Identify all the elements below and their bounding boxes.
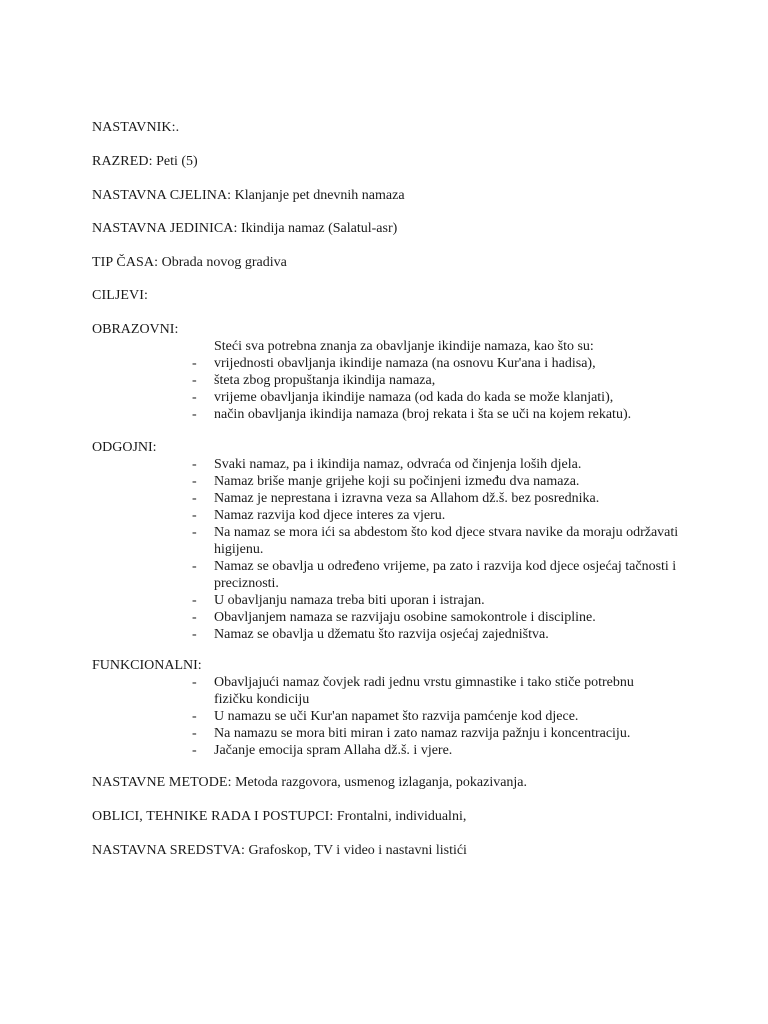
field-value: Frontalni, individualni, bbox=[336, 809, 467, 824]
list-item: Obavljajući namaz čovjek radi jednu vrstu gimnastike i tako stiče potrebnu fizičku kondiciju bbox=[214, 675, 634, 707]
list-item: Svaki namaz, pa i ikindija namaz, odvraća od činjenja loših djela. bbox=[214, 457, 582, 472]
list-dash: - bbox=[192, 525, 197, 540]
list-item: U namazu se uči Kur'an napamet što razvija pamćenje kod djece. bbox=[214, 709, 579, 724]
list-dash: - bbox=[192, 675, 197, 690]
list-dash: - bbox=[192, 356, 197, 371]
field-ciljevi bbox=[92, 287, 148, 304]
field-nastavna-jedinica bbox=[92, 220, 397, 237]
field-nastavnik bbox=[92, 119, 179, 136]
field-value: Grafoskop, TV i video i nastavni listići bbox=[248, 843, 467, 858]
field-value: Ikindija namaz (Salatul-asr) bbox=[241, 221, 398, 236]
obrazovni-intro: Steći sva potrebna znanja za obavljanje ikindije namaza, kao što su: bbox=[214, 339, 594, 354]
field-label: TIP ČASA: bbox=[92, 255, 159, 270]
list-item: šteta zbog propuštanja ikindija namaza, bbox=[214, 373, 436, 388]
list-dash: - bbox=[192, 559, 197, 574]
field-label: OBLICI, TEHNIKE RADA I POSTUPCI: bbox=[92, 809, 334, 824]
field-nastavna-sredstva bbox=[92, 842, 467, 859]
field-nastavna-cjelina bbox=[92, 187, 405, 204]
field-value: . bbox=[175, 120, 180, 135]
field-label: CILJEVI: bbox=[92, 288, 149, 303]
list-dash: - bbox=[192, 709, 197, 724]
field-value: Obrada novog gradiva bbox=[161, 255, 287, 270]
list-item: Na namaz se mora ići sa abdestom što kod djece stvara navike da moraju održavati higijenu. bbox=[214, 525, 679, 557]
field-oblici-tehnike bbox=[92, 808, 466, 825]
field-value: Metoda razgovora, usmenog izlaganja, pokazivanja. bbox=[235, 775, 528, 790]
list-dash: - bbox=[192, 407, 197, 422]
list-item: Na namazu se mora biti miran i zato namaz razvija pažnju i koncentraciju. bbox=[214, 726, 631, 741]
field-label: RAZRED: bbox=[92, 154, 153, 169]
list-item: Namaz briše manje grijehe koji su počinjeni između dva namaza. bbox=[214, 474, 580, 489]
list-item: Obavljanjem namaza se razvijaju osobine samokontrole i discipline. bbox=[214, 610, 596, 625]
list-dash: - bbox=[192, 390, 197, 405]
field-nastavne-metode bbox=[92, 774, 527, 791]
list-item: U obavljanju namaza treba biti uporan i istrajan. bbox=[214, 593, 485, 608]
list-item: Namaz se obavlja u određeno vrijeme, pa zato i razvija kod djece osjećaj tačnosti i preciznosti. bbox=[214, 559, 677, 591]
field-label: NASTAVNA SREDSTVA: bbox=[92, 843, 246, 858]
list-item: Jačanje emocija spram Allaha dž.š. i vjere. bbox=[214, 743, 453, 758]
field-value: Klanjanje pet dnevnih namaza bbox=[234, 188, 405, 203]
field-label: NASTAVNIK: bbox=[92, 120, 176, 135]
field-razred bbox=[92, 153, 198, 170]
list-dash: - bbox=[192, 508, 197, 523]
section-heading-odgojni: ODGOJNI: bbox=[92, 440, 157, 455]
list-dash: - bbox=[192, 610, 197, 625]
list-dash: - bbox=[192, 474, 197, 489]
list-dash: - bbox=[192, 726, 197, 741]
field-label: NASTAVNA CJELINA: bbox=[92, 188, 232, 203]
list-dash: - bbox=[192, 593, 197, 608]
list-dash: - bbox=[192, 627, 197, 642]
list-dash: - bbox=[192, 491, 197, 506]
field-label: NASTAVNA JEDINICA: bbox=[92, 221, 238, 236]
list-item: vrijeme obavljanja ikindije namaza (od kada do kada se može klanjati), bbox=[214, 390, 614, 405]
list-item: vrijednosti obavljanja ikindije namaza (na osnovu Kur'ana i hadisa), bbox=[214, 356, 596, 371]
list-dash: - bbox=[192, 373, 197, 388]
field-value: Peti (5) bbox=[156, 154, 198, 169]
list-dash: - bbox=[192, 457, 197, 472]
section-heading-obrazovni: OBRAZOVNI: bbox=[92, 322, 179, 337]
field-label: NASTAVNE METODE: bbox=[92, 775, 232, 790]
section-heading-funkcionalni: FUNKCIONALNI: bbox=[92, 658, 202, 673]
list-dash: - bbox=[192, 743, 197, 758]
field-tip-casa bbox=[92, 254, 287, 271]
list-item: Namaz razvija kod djece interes za vjeru. bbox=[214, 508, 446, 523]
list-item: Namaz je neprestana i izravna veza sa Allahom dž.š. bez posrednika. bbox=[214, 491, 600, 506]
list-item: način obavljanja ikindija namaza (broj rekata i šta se uči na kojem rekatu). bbox=[214, 407, 632, 422]
list-item: Namaz se obavlja u džematu što razvija osjećaj zajedništva. bbox=[214, 627, 549, 642]
